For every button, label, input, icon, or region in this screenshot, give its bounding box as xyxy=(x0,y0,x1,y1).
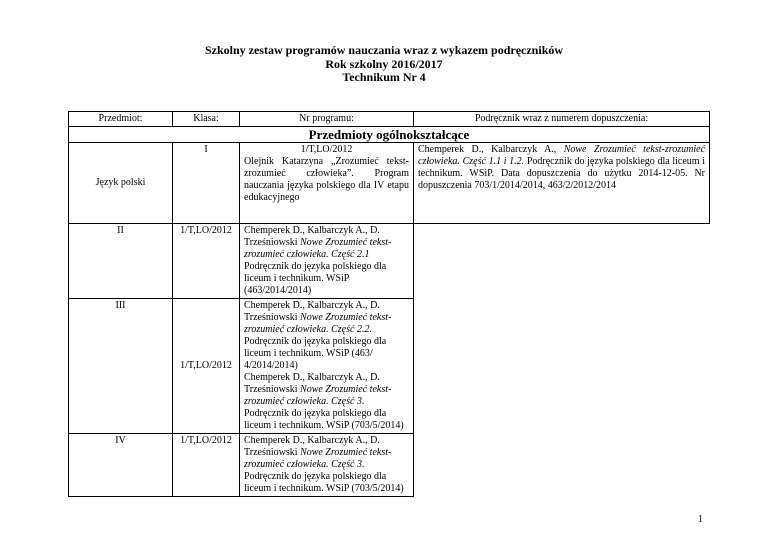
table-row xyxy=(69,224,710,299)
program-number: 1/T,LO/2012 xyxy=(300,144,353,155)
document-header xyxy=(0,44,768,85)
textbook-authors: Chemperek D., Kalbarczyk A., D. Trześniowski xyxy=(244,300,380,323)
textbook-title: Nowe Zrozumieć tekst- zrozumieć człowieka. Część 2.2. xyxy=(244,312,392,335)
subject-cell: Język polski xyxy=(69,143,173,224)
class-cell: II xyxy=(69,224,173,299)
textbook-authors: Chemperek D., Kalbarczyk A., D. Trześniowski xyxy=(244,225,380,248)
textbook-details: Podręcznik do języka polskiego dla liceum i technikum. WSiP. Data dopuszczenia do użytku 2014-12-05. Nr dopuszczenia 703/1/2014/2014, 463/2/2012/2014 xyxy=(418,156,705,191)
textbook-cell xyxy=(240,224,414,299)
table-row xyxy=(69,299,710,434)
column-header-program-number: Nr programu: xyxy=(240,112,414,127)
program-number: 1/T,LO/2012 xyxy=(173,434,240,497)
class-cell: III xyxy=(69,299,173,434)
column-header-textbook: Podręcznik wraz z numerem dopuszczenia: xyxy=(414,112,710,127)
program-description: Olejnik Katarzyna „Zrozumieć tekst-zrozumieć człowieka”. Program nauczania języka polskiego dla IV etapu edukacyjnego xyxy=(244,156,409,203)
table-row xyxy=(69,434,710,497)
textbook-authors: Chemperek D., Kalbarczyk A., D. Trześniowski xyxy=(244,372,380,395)
textbook-details: Podręcznik do języka polskiego dla liceum i technikum. WSiP (703/5/2014) xyxy=(244,471,404,494)
column-header-subject: Przedmiot: xyxy=(69,112,173,127)
header-school-year: Rok szkolny 2016/2017 xyxy=(325,56,443,71)
textbook-title: Nowe Zrozumieć tekst- zrozumieć człowieka. Część 2.1 xyxy=(244,237,392,260)
page-number: 1 xyxy=(698,514,703,525)
table-row xyxy=(69,143,710,224)
column-header-class: Klasa: xyxy=(173,112,240,127)
program-number: 1/T,LO/2012 xyxy=(173,224,240,299)
textbook-title: Nowe Zrozumieć tekst- zrozumieć człowieka. Część 3. xyxy=(244,447,392,470)
textbook-title: Nowe Zrozumieć tekst- zrozumieć człowieka. Część 3. xyxy=(244,384,392,407)
textbook-title: Nowe Zrozumieć tekst-zrozumieć człowieka. Część 1.1 i 1.2. xyxy=(418,144,706,167)
class-cell: IV xyxy=(69,434,173,497)
textbook-cell xyxy=(414,143,710,224)
textbook-details: Podręcznik do języka polskiego dla liceum i technikum. WSiP (463/ 4/2014/2014) xyxy=(244,336,387,371)
textbook-details: Podręcznik do języka polskiego dla liceum i technikum. WSiP (703/5/2014) xyxy=(244,408,404,431)
textbook-cell xyxy=(240,299,414,434)
program-number: 1/T,LO/2012 xyxy=(173,299,240,434)
textbook-authors: Chemperek D., Kalbarczyk A., xyxy=(418,144,564,155)
header-school-name: Technikum Nr 4 xyxy=(342,70,426,84)
table-header-row xyxy=(69,112,710,127)
curriculum-table xyxy=(68,111,710,497)
section-title: Przedmioty ogólnokształcące xyxy=(69,127,710,143)
program-cell xyxy=(240,143,414,224)
textbook-cell xyxy=(240,434,414,497)
textbook-authors: Chemperek D., Kalbarczyk A., D. Trześniowski xyxy=(244,435,380,458)
section-row xyxy=(69,127,710,143)
textbook-details: Podręcznik do języka polskiego dla liceum i technikum. WSiP (463/2014/2014) xyxy=(244,261,387,296)
class-cell: I xyxy=(173,143,240,224)
header-title: Szkolny zestaw programów nauczania wraz z wykazem podręczników xyxy=(204,43,564,57)
